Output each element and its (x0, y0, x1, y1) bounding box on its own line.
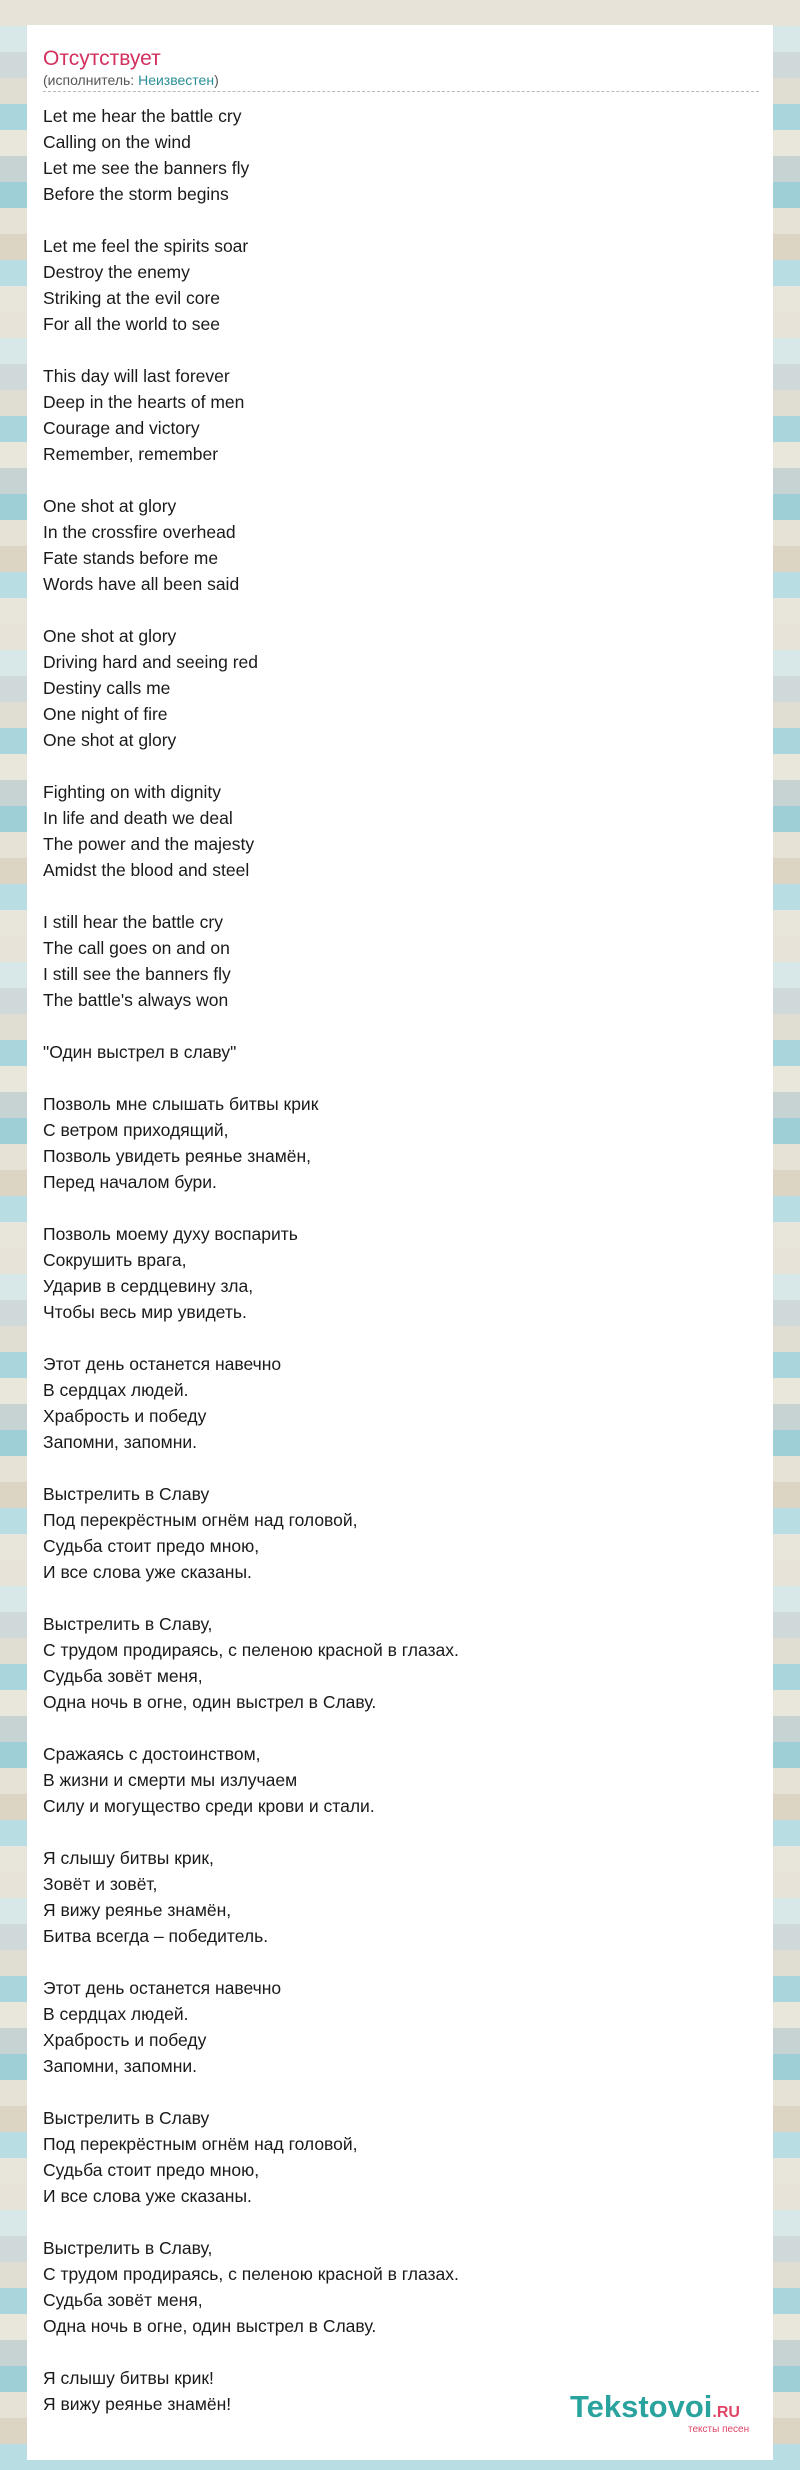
site-logo[interactable] (570, 2390, 770, 2440)
logo-tld: .RU (712, 2404, 740, 2421)
artist-line (43, 71, 759, 92)
lyrics-card (27, 25, 773, 2460)
song-title: Отсутствует (43, 47, 161, 70)
logo-tagline: тексты песен (688, 2424, 750, 2435)
logo-name: Tekstovoi (570, 2389, 713, 2424)
artist-link[interactable]: Неизвестен (138, 72, 215, 88)
artist-suffix: ) (214, 72, 219, 88)
lyrics-text: Let me hear the battle cry Calling on the wind Let me see the banners fly Before the storm begins Let me feel the spirits soar Destroy the enemy Striking at the evil core For all the world to see This day will last forever Deep in the hearts of men Courage and victory Remember, remember One shot at glory In the crossfire overhead Fate stands before me Words have all been said One shot at glory Driving hard and seeing red Destiny calls me One night of fire One shot at glory Fighting on with dignity In life and death we deal The power and the majesty Amidst the blood and steel I still hear the battle cry The call goes on and on I still see the banners fly The battle's always won "Один выстрел в славу" Позволь мне слышать битвы крик С ветром приходящий, Позволь увидеть реянье знамён, Перед началом бури. Позволь моему духу воспарить Сокрушить врага, Ударив в сердцевину зла, Чтобы весь мир увидеть. Этот день останется навечно В сердцах людей. Храбрость и победу Запомни, запомни. Выстрелить в Славу Под перекрёстным огнём над головой, Судьба стоит предо мною, И все слова уже сказаны. Выстрелить в Славу, С трудом продираясь, с пеленою красной в глазах. Судьба зовёт меня, Одна ночь в огне, один выстрел в Славу. Сражаясь с достоинством, В жизни и смерти мы излучаем Силу и могущество среди крови и стали. Я слышу битвы крик, Зовёт и зовёт, Я вижу реянье знамён, Битва всегда – победитель. Этот день останется навечно В сердцах людей. Храбрость и победу Запомни, запомни. Выстрелить в Славу Под перекрёстным огнём над головой, Судьба стоит предо мною, И все слова уже сказаны. Выстрелить в Славу, С трудом продираясь, с пеленою красной в глазах. Судьба зовёт меня, Одна ночь в огне, один выстрел в Славу. Я слышу битвы крик! Я вижу реянье знамён! (43, 106, 459, 2414)
artist-prefix: (исполнитель: (43, 72, 139, 88)
